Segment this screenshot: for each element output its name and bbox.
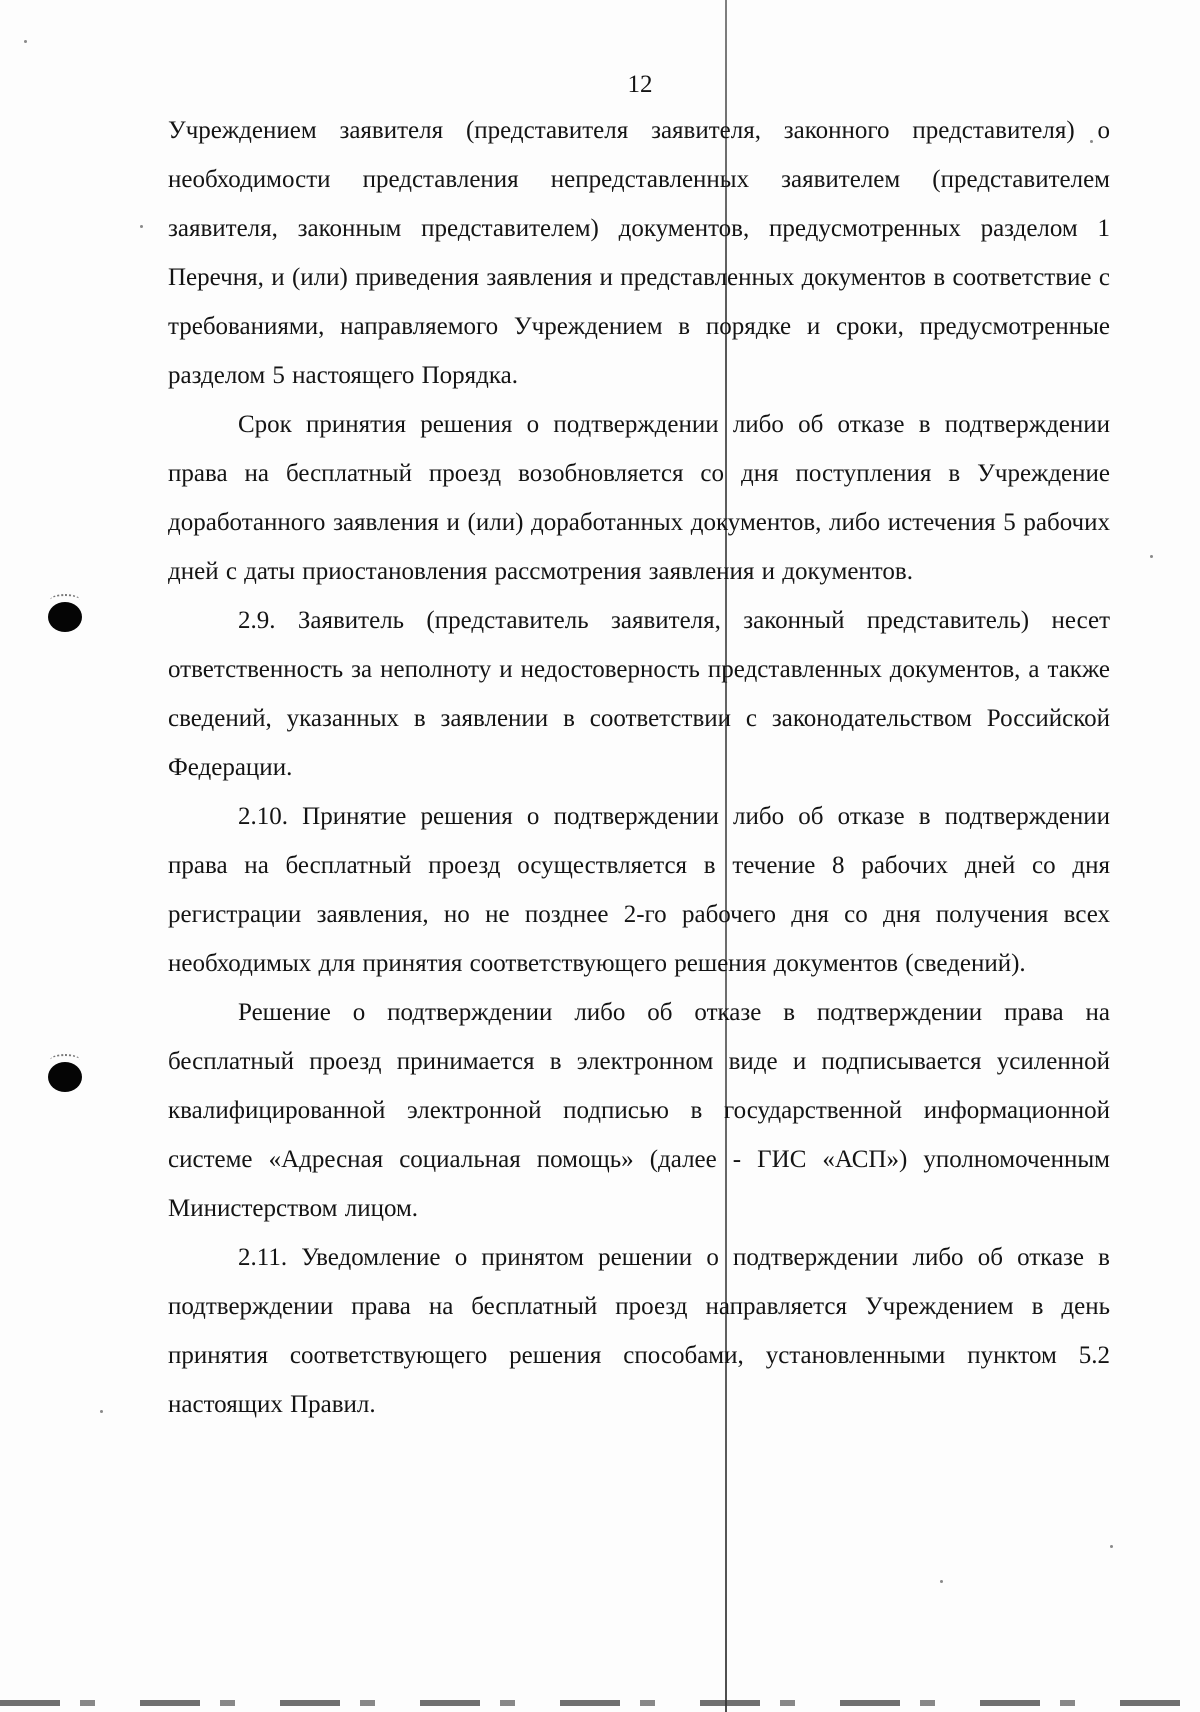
scan-speck: [940, 1580, 943, 1583]
paragraph-decision-signing: Решение о подтверждении либо об отказе в подтверждении права на бесплатный проезд принимается в электронном виде и подписывается усиленной квалифицированной электронной подписью в государственной информационной системе «Адресная социальная помощь» (далее - ГИС «АСП») уполномоченным Министерством лицом.: [168, 999, 1110, 1222]
scan-speck: [1150, 555, 1153, 558]
paragraph-2-10: 2.10. Принятие решения о подтверждении либо об отказе в подтверждении права на бесплатный проезд осуществляется в течение 8 рабочих дней со дня регистрации заявления, но не позднее 2-го рабочего дня со дня получения всех необходимых для принятия соответствующего решения документов (сведений).: [168, 803, 1110, 977]
paragraph-review-period: Срок принятия решения о подтверждении либо об отказе в подтверждении права на бесплатный проезд возобновляется со дня поступления в Учреждение доработанного заявления и (или) доработанных документов, либо истечения 5 рабочих дней с даты приостановления рассмотрения заявления и документов.: [168, 411, 1110, 585]
scan-speck: [1110, 1545, 1113, 1548]
scan-bottom-edge: [0, 1700, 1200, 1706]
page-number: 12: [627, 71, 653, 98]
scan-speck: [24, 40, 27, 43]
paragraph-2-9: 2.9. Заявитель (представитель заявителя, законный представитель) несет ответственность за неполноту и недостоверность представленных документов, а также сведений, указанных в заявлении в соответствии с законодательством Российской Федерации.: [168, 607, 1110, 781]
scan-speck: [100, 1410, 103, 1413]
document-body: [168, 106, 1110, 1429]
punch-hole: [48, 1062, 82, 1092]
punch-hole: [48, 602, 82, 632]
paragraph-continuation: Учреждением заявителя (представителя заявителя, законного представителя) о необходимости представления непредставленных заявителем (представителем заявителя, законным представителем) документов, предусмотренных разделом 1 Перечня, и (или) приведения заявления и представленных документов в соответствие с требованиями, направляемого Учреждением в порядке и сроки, предусмотренные разделом 5 настоящего Порядка.: [168, 117, 1110, 389]
paragraph-2-11: 2.11. Уведомление о принятом решении о подтверждении либо об отказе в подтверждении права на бесплатный проезд направляется Учреждением в день принятия соответствующего решения способами, установленными пунктом 5.2 настоящих Правил.: [168, 1244, 1110, 1418]
scan-speck: [140, 225, 143, 228]
